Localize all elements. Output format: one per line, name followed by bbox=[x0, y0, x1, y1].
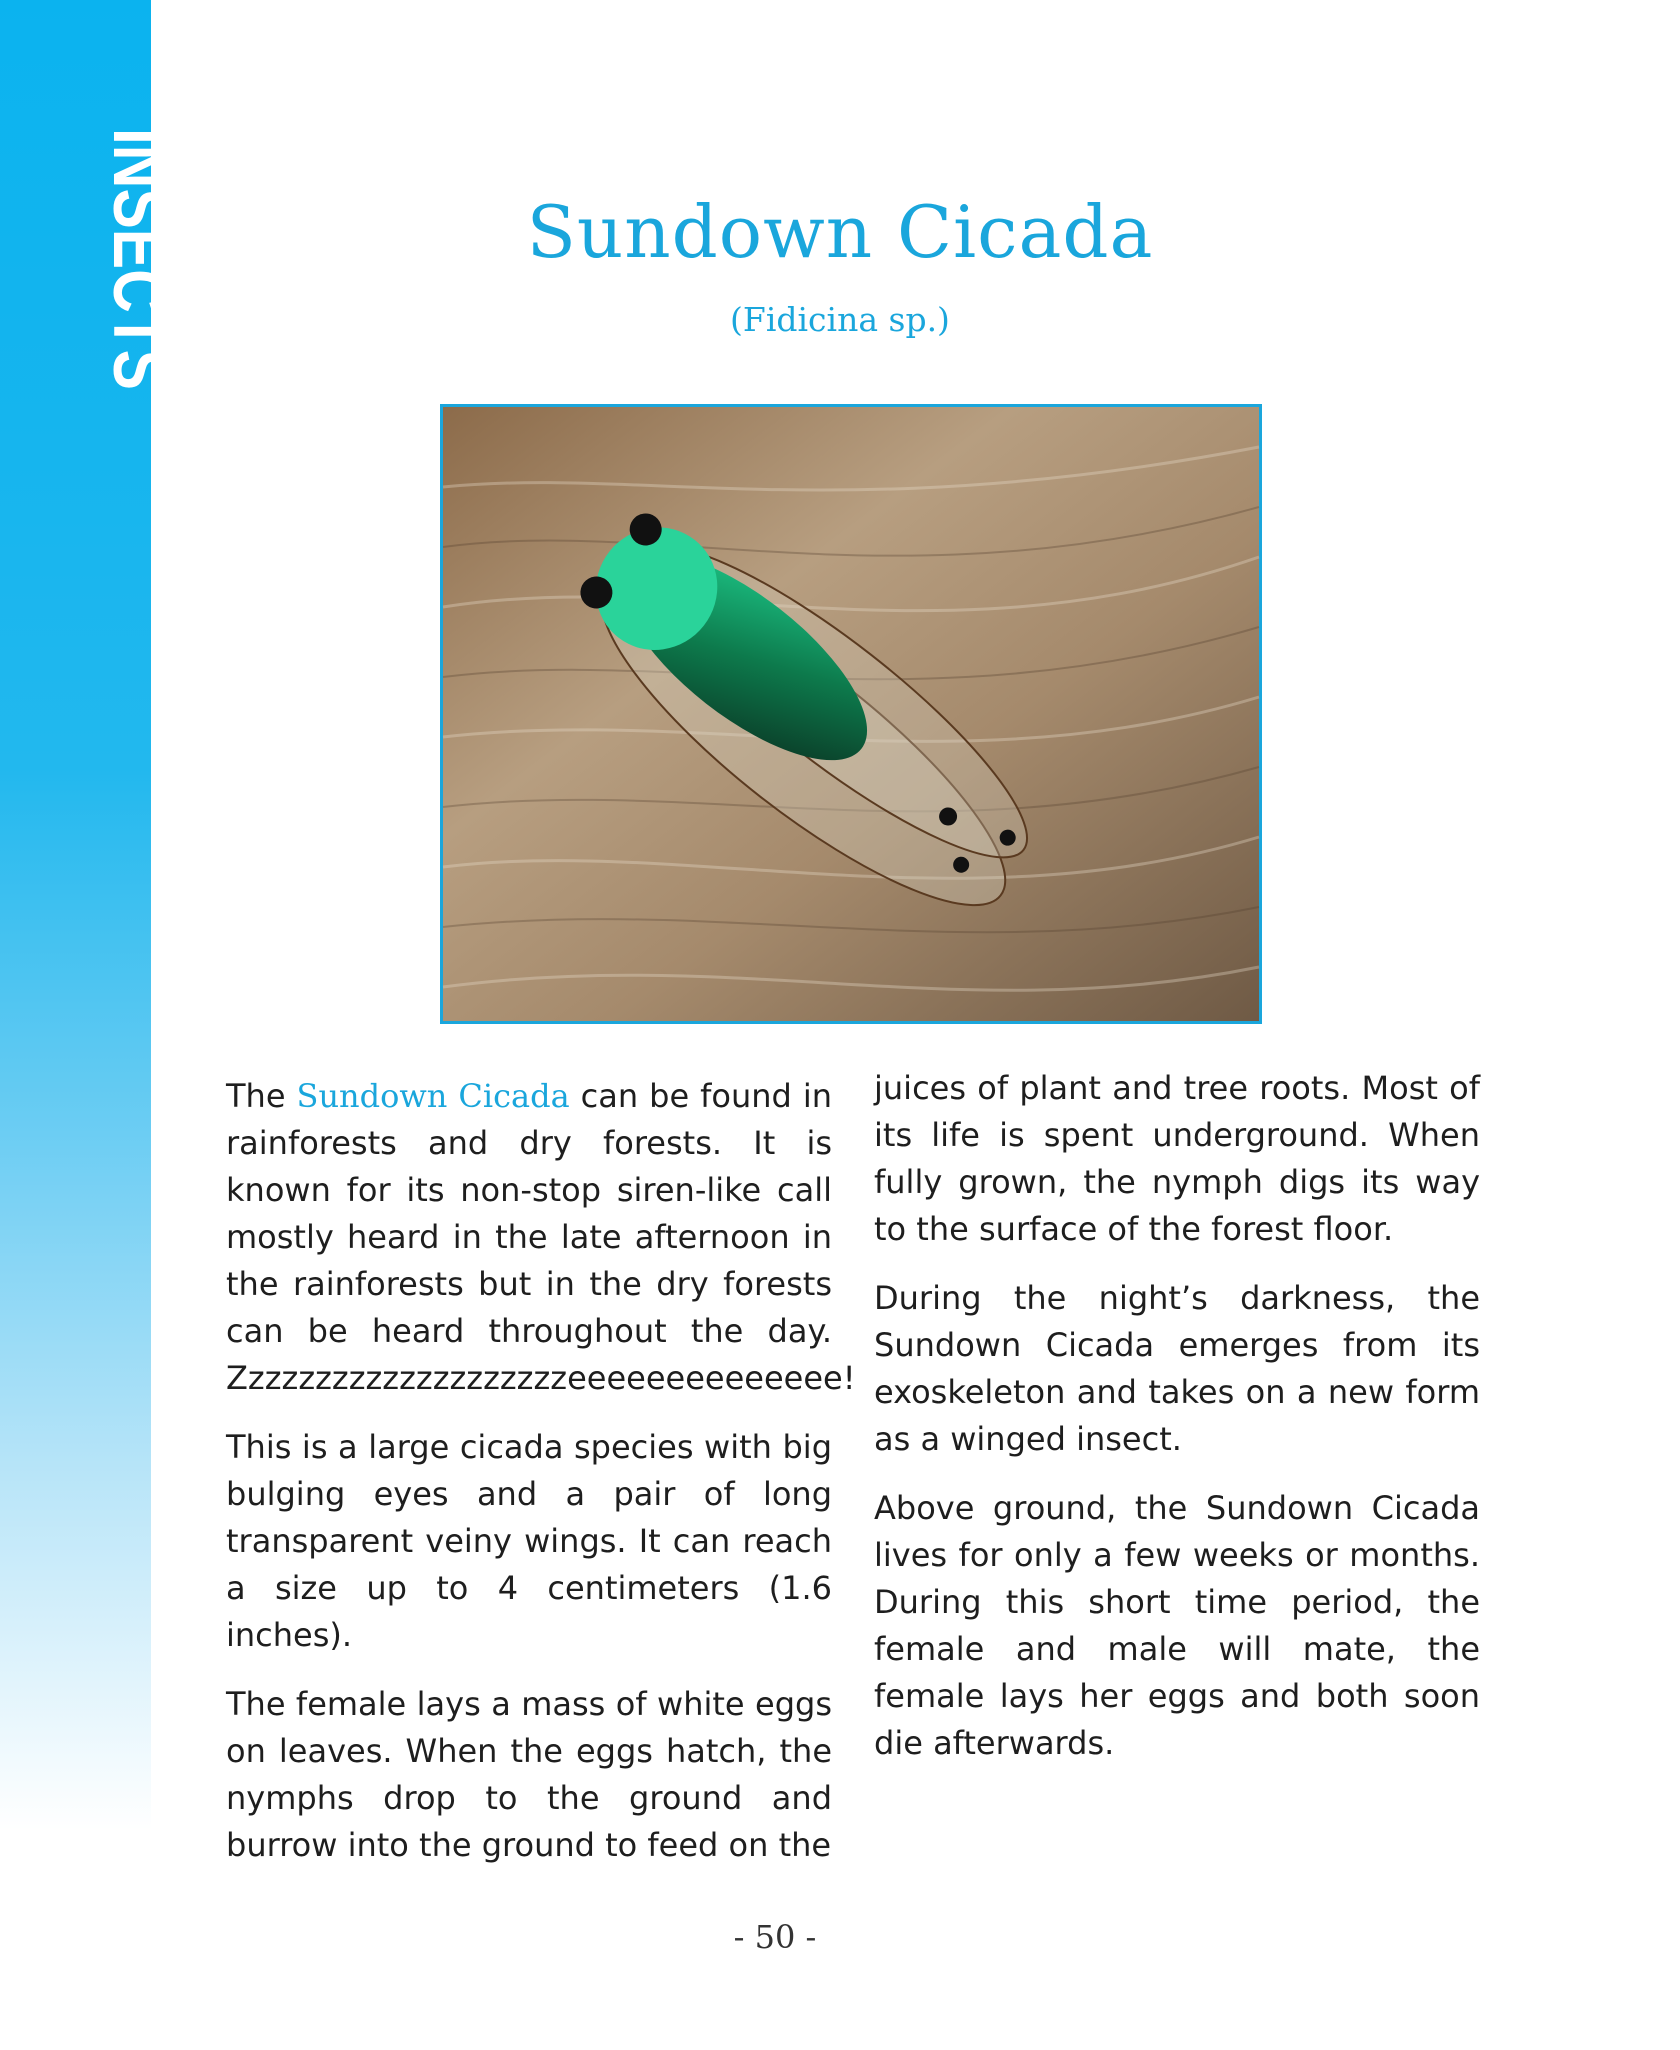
paragraph-prefix: The bbox=[226, 1077, 297, 1115]
body-column-left bbox=[226, 1073, 856, 1891]
paragraph: juices of plant and tree roots. Most of its life is spent underground. When fully grown, the nymph digs its way to the surface of the forest floor. bbox=[874, 1069, 1480, 1248]
paragraph: During the night’s darkness, the Sundown Cicada emerges from its exoskeleton and takes on a new form as a winged insect. bbox=[874, 1279, 1480, 1458]
paragraph-text: can be found in rainforests and dry forests. It is known for its non-stop siren-like call mostly heard in the late afternoon in the rainforests but in the dry forests can be heard throughout the day. bbox=[226, 1077, 833, 1350]
paragraph: This is a large cicada species with big bulging eyes and a pair of long transparent veiny wings. It can reach a size up to 4 centimeters (1.6 inches). bbox=[226, 1428, 832, 1654]
species-name-highlight: Sundown Cicada bbox=[296, 1077, 570, 1115]
cicada-photo bbox=[440, 404, 1262, 1024]
section-label-text: INSECTS bbox=[98, 128, 181, 449]
call-sound-text: Zzzzzzzzzzzzzzzzzzzzeeeeeeeeeeeeee! bbox=[226, 1359, 856, 1397]
page-number: - 50 - bbox=[733, 1918, 817, 1956]
scientific-name: (Fidicina sp.) bbox=[730, 300, 950, 339]
paragraph: Above ground, the Sundown Cicada lives for only a few weeks or months. During this short time period, the female and male will mate, the female lays her eggs and both soon die afterwards. bbox=[874, 1489, 1480, 1762]
page-title: Sundown Cicada bbox=[526, 190, 1154, 274]
paragraph: The female lays a mass of white eggs on leaves. When the eggs hatch, the nymphs drop to the ground and burrow into the ground to feed on the bbox=[226, 1685, 832, 1864]
body-column-right bbox=[874, 1065, 1480, 1789]
paragraph bbox=[226, 1073, 856, 1402]
